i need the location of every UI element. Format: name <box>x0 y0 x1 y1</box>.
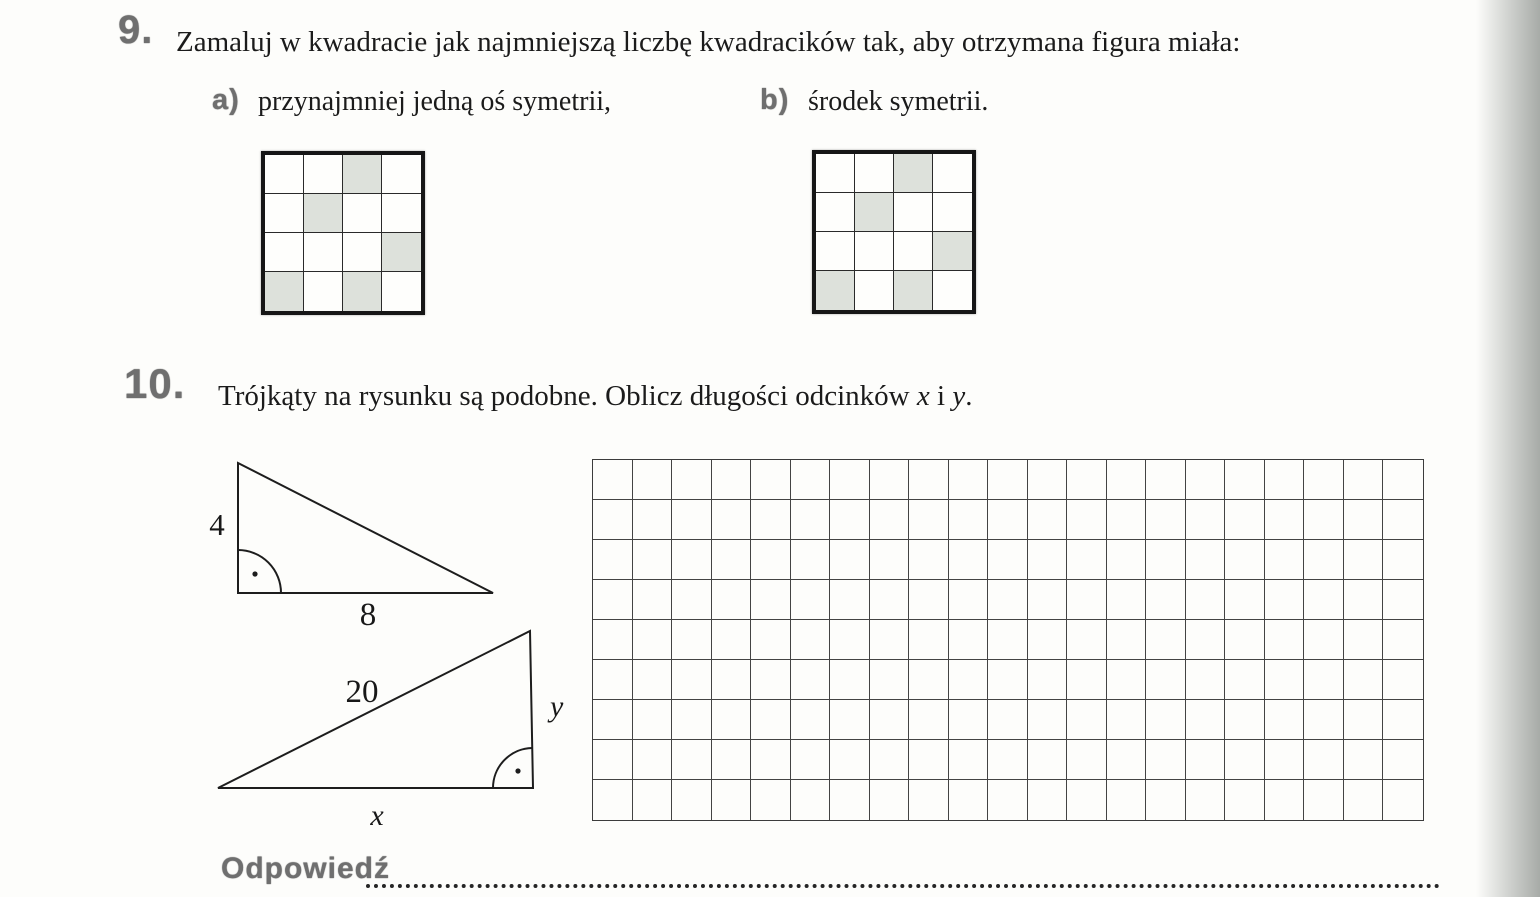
graph-paper-cell <box>870 780 910 820</box>
triangle-large-vertical-leg-label: y <box>550 690 564 723</box>
graph-paper-cell <box>1225 580 1265 620</box>
graph-paper-cell <box>1107 460 1147 500</box>
graph-paper-cell <box>988 580 1028 620</box>
graph-paper-cell <box>593 620 633 660</box>
graph-paper-cell <box>870 500 910 540</box>
graph-paper-cell <box>633 540 673 580</box>
graph-paper-cell <box>988 660 1028 700</box>
grid-cell-shaded <box>265 272 304 311</box>
graph-paper-cell <box>593 500 633 540</box>
graph-paper-cell <box>1146 700 1186 740</box>
graph-paper-cell <box>712 700 752 740</box>
graph-paper-cell <box>712 500 752 540</box>
graph-paper-cell <box>593 580 633 620</box>
graph-paper-cell <box>1383 620 1423 660</box>
graph-paper-cell <box>870 460 910 500</box>
graph-paper-cell <box>1304 500 1344 540</box>
graph-paper-cell <box>1028 540 1068 580</box>
graph-paper-cell <box>1186 500 1226 540</box>
grid-cell <box>265 155 304 194</box>
graph-paper-cell <box>1067 700 1107 740</box>
graph-paper-cell <box>1028 500 1068 540</box>
triangle-small-vertical-leg-label: 4 <box>209 507 225 542</box>
graph-paper-cell <box>1107 580 1147 620</box>
right-angle-dot <box>515 768 520 773</box>
graph-paper-cell <box>1186 660 1226 700</box>
grid-cell <box>816 193 855 232</box>
graph-paper-cell <box>1028 780 1068 820</box>
graph-paper-cell <box>1225 540 1265 580</box>
graph-paper-cell <box>1186 580 1226 620</box>
graph-paper-cell <box>633 740 673 780</box>
problem-9b-text: środek symetrii. <box>808 86 989 117</box>
graph-paper-cell <box>1225 700 1265 740</box>
graph-paper-cell <box>1028 660 1068 700</box>
grid-cell <box>265 233 304 272</box>
graph-paper-cell <box>1028 740 1068 780</box>
graph-paper-cell <box>672 780 712 820</box>
grid-cell <box>816 232 855 271</box>
graph-paper-cell <box>1304 740 1344 780</box>
triangle-small-horizontal-leg-label: 8 <box>359 597 377 633</box>
graph-paper-cell <box>949 660 989 700</box>
problem-10-number: 10. <box>124 360 186 407</box>
graph-paper-cell <box>988 460 1028 500</box>
graph-paper-cell <box>712 540 752 580</box>
grid-cell <box>382 194 421 233</box>
graph-paper-cell <box>593 740 633 780</box>
graph-paper-cell <box>712 740 752 780</box>
symmetry-grid-b <box>812 150 976 314</box>
graph-paper-cell <box>830 700 870 740</box>
graph-paper-cell <box>830 500 870 540</box>
graph-paper-cell <box>830 620 870 660</box>
answer-label: Odpowiedź <box>221 852 390 885</box>
grid-cell-shaded <box>855 193 894 232</box>
graph-paper-cell <box>1146 740 1186 780</box>
graph-paper-cell <box>791 580 831 620</box>
graph-paper-cell <box>949 540 989 580</box>
answer-dotted-line <box>366 864 1440 888</box>
graph-paper-cell <box>1344 580 1384 620</box>
graph-paper-cell <box>1265 580 1305 620</box>
graph-paper-cell <box>1304 460 1344 500</box>
graph-paper-cell <box>1186 540 1226 580</box>
graph-paper-cell <box>1383 580 1423 620</box>
grid-cell-shaded <box>816 271 855 310</box>
right-angle-arc <box>238 550 281 593</box>
graph-paper-cell <box>751 500 791 540</box>
graph-paper-cell <box>870 700 910 740</box>
variable-y: y <box>952 380 966 412</box>
graph-paper-cell <box>988 700 1028 740</box>
graph-paper-cell <box>1304 580 1344 620</box>
graph-paper <box>592 459 1424 821</box>
graph-paper-cell <box>1107 620 1147 660</box>
graph-paper-cell <box>1304 540 1344 580</box>
graph-paper-cell <box>1304 620 1344 660</box>
problem-9a-label: a) <box>212 84 240 116</box>
graph-paper-cell <box>949 460 989 500</box>
graph-paper-cell <box>1028 700 1068 740</box>
graph-paper-cell <box>909 660 949 700</box>
graph-paper-cell <box>1383 700 1423 740</box>
grid-cell-shaded <box>382 233 421 272</box>
graph-paper-cell <box>672 460 712 500</box>
graph-paper-cell <box>870 740 910 780</box>
graph-paper-cell <box>1067 660 1107 700</box>
grid-cell <box>933 271 972 310</box>
graph-paper-cell <box>1225 620 1265 660</box>
graph-paper-cell <box>1107 780 1147 820</box>
grid-cell-shaded <box>933 232 972 271</box>
graph-paper-cell <box>593 780 633 820</box>
graph-paper-cell <box>1225 660 1265 700</box>
graph-paper-cell <box>1265 500 1305 540</box>
graph-paper-cell <box>1107 660 1147 700</box>
grid-cell-shaded <box>304 194 343 233</box>
graph-paper-cell <box>988 620 1028 660</box>
graph-paper-cell <box>1067 740 1107 780</box>
graph-paper-cell <box>1028 580 1068 620</box>
graph-paper-cell <box>791 620 831 660</box>
grid-cell <box>343 233 382 272</box>
grid-cell-shaded <box>343 272 382 311</box>
graph-paper-cell <box>791 500 831 540</box>
graph-paper-cell <box>1146 460 1186 500</box>
graph-paper-cell <box>1186 620 1226 660</box>
graph-paper-cell <box>830 540 870 580</box>
graph-paper-cell <box>593 660 633 700</box>
graph-paper-cell <box>1067 500 1107 540</box>
graph-paper-cell <box>1028 460 1068 500</box>
graph-paper-cell <box>1265 780 1305 820</box>
graph-paper-cell <box>1225 780 1265 820</box>
graph-paper-cell <box>1383 740 1423 780</box>
graph-paper-cell <box>712 460 752 500</box>
graph-paper-cell <box>909 740 949 780</box>
grid-cell-shaded <box>894 271 933 310</box>
grid-cell <box>816 154 855 193</box>
graph-paper-cell <box>1107 700 1147 740</box>
graph-paper-cell <box>633 460 673 500</box>
graph-paper-cell <box>949 700 989 740</box>
graph-paper-cell <box>1265 460 1305 500</box>
problem-9a-text: przynajmniej jedną oś symetrii, <box>258 86 612 117</box>
graph-paper-cell <box>1304 780 1344 820</box>
graph-paper-cell <box>633 660 673 700</box>
graph-paper-cell <box>1344 500 1384 540</box>
graph-paper-cell <box>949 780 989 820</box>
graph-paper-cell <box>870 540 910 580</box>
graph-paper-cell <box>909 500 949 540</box>
graph-paper-cell <box>1225 460 1265 500</box>
graph-paper-cell <box>751 460 791 500</box>
graph-paper-cell <box>672 620 712 660</box>
graph-paper-cell <box>672 660 712 700</box>
graph-paper-cell <box>1146 500 1186 540</box>
grid-cell <box>304 272 343 311</box>
graph-paper-cell <box>1146 660 1186 700</box>
right-angle-dot <box>252 571 257 576</box>
graph-paper-cell <box>751 660 791 700</box>
problem-9-number: 9. <box>118 8 154 52</box>
graph-paper-cell <box>1067 780 1107 820</box>
graph-paper-cell <box>633 580 673 620</box>
graph-paper-cell <box>988 740 1028 780</box>
graph-paper-cell <box>672 700 712 740</box>
graph-paper-cell <box>988 500 1028 540</box>
grid-cell <box>382 155 421 194</box>
graph-paper-cell <box>791 460 831 500</box>
graph-paper-cell <box>593 700 633 740</box>
graph-paper-cell <box>1107 740 1147 780</box>
graph-paper-cell <box>1344 780 1384 820</box>
graph-paper-cell <box>1067 460 1107 500</box>
graph-paper-cell <box>1344 460 1384 500</box>
page-edge-shadow <box>1476 0 1540 897</box>
graph-paper-cell <box>712 580 752 620</box>
graph-paper-cell <box>830 580 870 620</box>
triangle-large-horizontal-leg-label: x <box>370 799 384 832</box>
graph-paper-cell <box>751 580 791 620</box>
graph-paper-cell <box>1383 500 1423 540</box>
graph-paper-cell <box>1225 500 1265 540</box>
grid-cell <box>894 232 933 271</box>
graph-paper-cell <box>1344 700 1384 740</box>
graph-paper-cell <box>791 740 831 780</box>
graph-paper-cell <box>712 620 752 660</box>
graph-paper-cell <box>1344 660 1384 700</box>
graph-paper-cell <box>672 540 712 580</box>
graph-paper-cell <box>1107 540 1147 580</box>
graph-paper-cell <box>751 700 791 740</box>
graph-paper-cell <box>751 540 791 580</box>
graph-paper-cell <box>1146 780 1186 820</box>
graph-paper-cell <box>1146 620 1186 660</box>
graph-paper-cell <box>909 780 949 820</box>
grid-cell-shaded <box>343 155 382 194</box>
graph-paper-cell <box>870 660 910 700</box>
graph-paper-cell <box>909 540 949 580</box>
graph-paper-cell <box>830 780 870 820</box>
graph-paper-cell <box>791 780 831 820</box>
triangle-large <box>190 620 590 850</box>
graph-paper-cell <box>909 700 949 740</box>
variable-x: x <box>916 380 930 412</box>
graph-paper-cell <box>830 460 870 500</box>
grid-cell <box>855 232 894 271</box>
graph-paper-cell <box>1383 540 1423 580</box>
grid-cell <box>265 194 304 233</box>
graph-paper-cell <box>830 660 870 700</box>
graph-paper-cell <box>949 580 989 620</box>
graph-paper-cell <box>672 580 712 620</box>
problem-10-text-run: Trójkąty na rysunku są podobne. Oblicz długości odcinków <box>218 380 917 412</box>
triangle-small <box>200 440 520 640</box>
graph-paper-cell <box>712 660 752 700</box>
problem-10-text-run: i <box>929 380 953 412</box>
graph-paper-cell <box>1304 660 1344 700</box>
problem-10-text <box>218 380 972 413</box>
graph-paper-cell <box>633 780 673 820</box>
graph-paper-cell <box>988 780 1028 820</box>
graph-paper-cell <box>712 780 752 820</box>
problem-10-text-run: . <box>965 380 973 412</box>
graph-paper-cell <box>1225 740 1265 780</box>
graph-paper-cell <box>1186 460 1226 500</box>
graph-paper-cell <box>633 620 673 660</box>
grid-cell <box>304 233 343 272</box>
graph-paper-cell <box>909 620 949 660</box>
graph-paper-cell <box>791 700 831 740</box>
graph-paper-cell <box>593 460 633 500</box>
graph-paper-cell <box>1383 780 1423 820</box>
graph-paper-cell <box>633 500 673 540</box>
graph-paper-cell <box>909 460 949 500</box>
grid-cell <box>382 272 421 311</box>
problem-9-text: Zamaluj w kwadracie jak najmniejszą liczbę kwadracików tak, aby otrzymana figura miała: <box>176 26 1241 58</box>
graph-paper-cell <box>1265 540 1305 580</box>
grid-cell-shaded <box>894 154 933 193</box>
graph-paper-cell <box>1265 700 1305 740</box>
graph-paper-cell <box>1265 740 1305 780</box>
graph-paper-cell <box>988 540 1028 580</box>
graph-paper-cell <box>593 540 633 580</box>
graph-paper-cell <box>870 620 910 660</box>
grid-cell <box>343 194 382 233</box>
graph-paper-cell <box>949 620 989 660</box>
problem-9b-label: b) <box>760 84 790 116</box>
graph-paper-cell <box>1344 540 1384 580</box>
grid-cell <box>304 155 343 194</box>
graph-paper-cell <box>870 580 910 620</box>
graph-paper-cell <box>751 620 791 660</box>
graph-paper-cell <box>1383 460 1423 500</box>
graph-paper-cell <box>751 740 791 780</box>
graph-paper-cell <box>1067 620 1107 660</box>
graph-paper-cell <box>791 660 831 700</box>
graph-paper-cell <box>949 500 989 540</box>
grid-cell <box>894 193 933 232</box>
graph-paper-cell <box>1265 620 1305 660</box>
graph-paper-cell <box>1383 660 1423 700</box>
graph-paper-cell <box>1107 500 1147 540</box>
graph-paper-cell <box>1067 580 1107 620</box>
graph-paper-cell <box>1265 660 1305 700</box>
graph-paper-cell <box>1344 740 1384 780</box>
grid-cell <box>933 154 972 193</box>
graph-paper-cell <box>949 740 989 780</box>
graph-paper-cell <box>791 540 831 580</box>
graph-paper-cell <box>1186 780 1226 820</box>
graph-paper-cell <box>1186 700 1226 740</box>
graph-paper-cell <box>672 740 712 780</box>
graph-paper-cell <box>672 500 712 540</box>
graph-paper-cell <box>1028 620 1068 660</box>
graph-paper-cell <box>1344 620 1384 660</box>
right-angle-arc <box>493 748 532 788</box>
symmetry-grid-a <box>261 151 425 315</box>
graph-paper-cell <box>1186 740 1226 780</box>
graph-paper-cell <box>1304 700 1344 740</box>
graph-paper-cell <box>909 580 949 620</box>
graph-paper-cell <box>751 780 791 820</box>
graph-paper-cell <box>1067 540 1107 580</box>
grid-cell <box>855 154 894 193</box>
grid-cell <box>855 271 894 310</box>
graph-paper-cell <box>830 740 870 780</box>
graph-paper-cell <box>1146 580 1186 620</box>
graph-paper-cell <box>1146 540 1186 580</box>
triangle-large-hypotenuse-label: 20 <box>345 674 379 710</box>
grid-cell <box>933 193 972 232</box>
graph-paper-cell <box>633 700 673 740</box>
